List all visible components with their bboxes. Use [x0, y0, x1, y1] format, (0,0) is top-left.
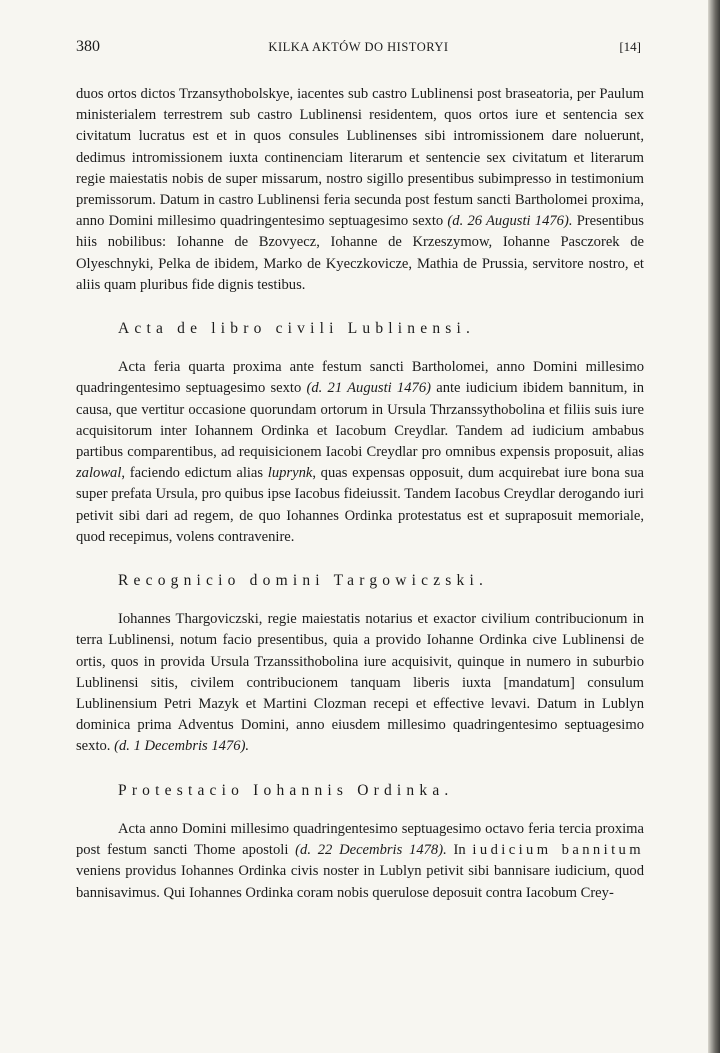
section-heading-recognicio: Recognicio domini Targowiczski.	[118, 572, 489, 590]
page-number: 380	[76, 38, 100, 55]
date-annotation: (d. 21 Augusti 1476)	[306, 380, 431, 397]
spaced-phrase: iudicium bannitum	[472, 842, 644, 859]
date-annotation: (d. 26 Augusti 1476).	[447, 213, 573, 230]
page-reference: [14]	[619, 39, 641, 54]
page-body	[76, 84, 644, 904]
running-header	[76, 38, 641, 60]
date-annotation: (d. 22 Decembris 1478).	[295, 842, 447, 859]
term-zalowal: zalowal	[76, 465, 122, 482]
running-title: KILKA AKTÓW DO HISTORYI	[268, 40, 449, 54]
term-luprynk: luprynk	[267, 465, 313, 482]
paragraph-recognicio: Iohannes Thargoviczski, regie maiestatis notarius et exactor civilium contribucionum in terra Lublinensi, notum facio presentibus, quia a provido Iohanne Ordinka cive Lublinensi de ortis, quos in provida Ursula Trzanssithobolina iure acquisivit, quinque in numero in suburbio Lublinensi sitis, civilem contribucionem tanquam liberis iuxta [mandatum] consulum Lublinensium Petri Mazyk et Martini Clozman recepi et effective levavi. Datum in Lublyn dominica prima Adventus Domini, anno eiusdem millesimo quadringentesimo septuagesimo sexto. (d. 1 Decembris 1476).	[76, 611, 644, 755]
section-heading-protestacio: Protestacio Iohannis Ordinka.	[118, 781, 454, 799]
paragraph-protestacio: Acta anno Domini millesimo quadringentesimo septuagesimo octavo feria tercia proxima post festum sancti Thome apostoli (d. 22 Decembris 1478). In iudicium bannitum veniens providus Iohannes Ordinka civis noster in Lublyn petivit sibi bannisare iudicium, quod bannisavimus. Qui Iohannes Ordinka coram nobis querulose deposuit contra Iacobum Crey-	[76, 820, 644, 901]
section-heading-acta: Acta de libro civili Lublinensi.	[118, 320, 476, 338]
page-edge	[708, 0, 720, 1053]
paragraph-continuation: duos ortos dictos Trzansythobolskye, iacentes sub castro Lublinensi post braseatoria, per Paulum ministerialem terrestrem sub castro Lublinensi residentem, quos ortos iure et sentencia sex civitatum lucratus est et in quos consules Lublinenses sibi intromissionem dare noluerunt, dedimus intromissionem iuxta continenciam literarum et sentencie sex civitatum et literarum regie maiestatis nobis de super missarum, nostro sigillo presentibus subimpresso in testimonium premissorum. Datum in castro Lublinensi feria secunda post festum sancti Bartholomei proxima, anno Domini millesimo quadringentesimo septuagesimo sexto (d. 26 Augusti 1476). Presentibus hiis nobilibus: Iohanne de Bzovyecz, Iohanne de Krzeszymow, Iohanne Pasczorek de Olyeschnyki, Pelka de ibidem, Marko de Kyeczkovicze, Mathia de Prussia, servitore nostro, et aliis quam pluribus fide dignis testibus.	[76, 86, 644, 293]
date-annotation: (d. 1 Decembris 1476).	[114, 738, 250, 755]
paragraph-acta: Acta feria quarta proxima ante festum sancti Bartholomei, anno Domini millesimo quadringentesimo septuagesimo sexto (d. 21 Augusti 1476) ante iudicium ibidem bannitum, in causa, que vertitur occasione quorundam ortorum in Ursula Thrzanssythobolina et filiis suis iure acquisitorum inter Iohannem Ordinka et Iacobum Creydlar. Tandem ad iudicium ambabus partibus comparentibus, ad requisicionem Iacobi Creydlar pro omnibus expensis proposuit, alias zalowal, faciendo edictum alias luprynk, quas expensas opposuit, dum acquirebat iure bona sua super prefata Ursula, pro quibus ipse Iacobus fideiussit. Tandem Iacobus Creydlar derogando iuri petivit sibi dari ad regem, de quo Iohannes Ordinka protestatus est et supraposuit memoriale, quod recepimus, volens contravenire.	[76, 359, 644, 545]
